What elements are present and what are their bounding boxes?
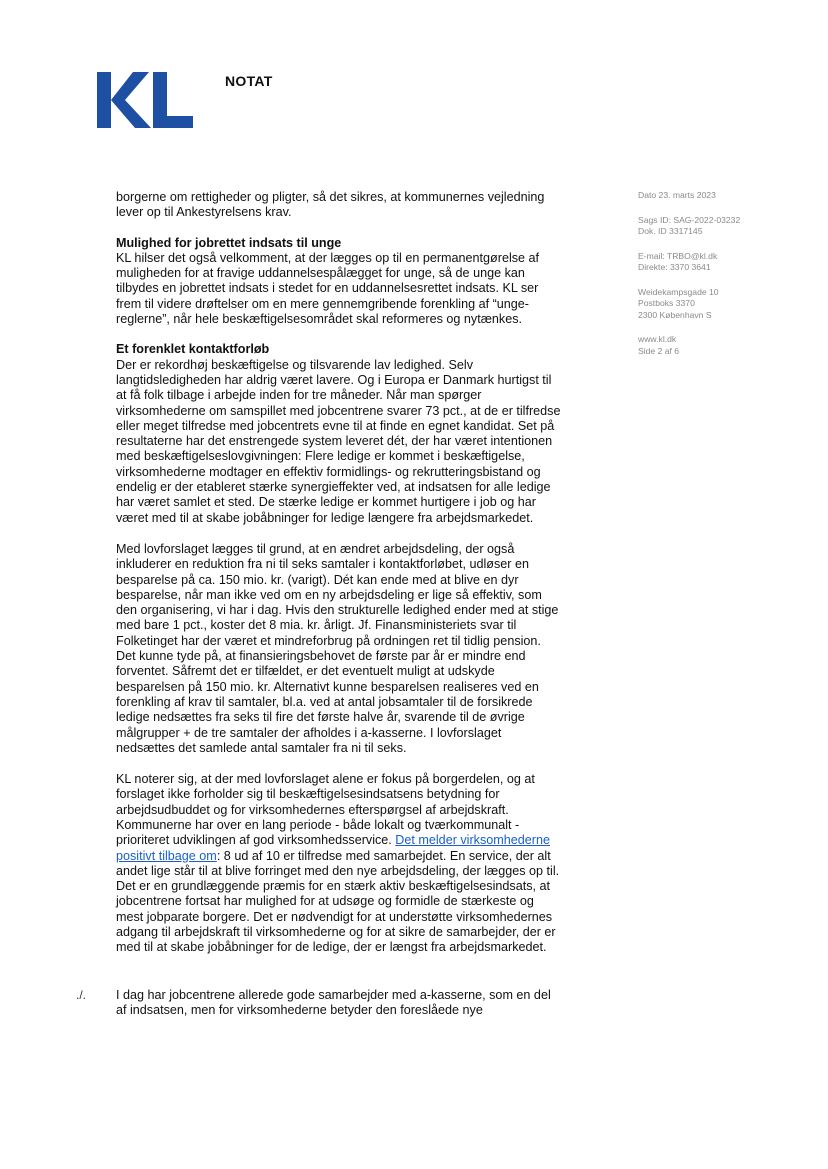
meta-address-line-1: Weidekampsgade 10: [638, 286, 719, 297]
meta-date-group: [638, 190, 818, 202]
document-body-continued: [116, 988, 562, 1019]
meta-dok-id: Dok. ID 3317145: [638, 226, 703, 236]
meta-direkte: Direkte: 3370 3641: [638, 262, 711, 272]
paragraph-beskaeftigelse: Der er rekordhøj beskæftigelse og tilsvarende lav ledighed. Selv langtidsledigheden har aldrig været lavere. Og i Europa er Danmark hurtigst til at få folk tilbage i arbejde inden for tre måneder. Når man spørger virksomhederne om samspillet med jobcentrene svarer 73 pct., at de er tilfredse eller meget tilfredse med jobcentrets evne til at finde en egnet kandidat. Set på resultaterne har det enstrengede system leveret dét, der har været intentionen med beskæftigelseslovgivningen: Flere ledige er kommet i beskæftigelse, virksomhederne modtager en effektiv formidlings- og rekrutteringsbistand og endelig er der etableret stærke synergieffekter ved, at indsatsen for alle ledige har været samlet et sted. De stærke ledige er kommet hurtigere i job og har været med til at skabe jobåbninger for ledige længere fra arbejdsmarkedet.: [116, 357, 561, 525]
meta-contact-group: [638, 251, 818, 274]
document-body: [116, 190, 562, 956]
meta-address-line-3: 2300 København S: [638, 309, 712, 320]
virksomheder-tilbagemelding-link[interactable]: Det melder virksomhederne positivt tilbage om: [116, 833, 550, 863]
meta-website: www.kl.dk: [638, 334, 677, 344]
paragraph-virksomhedsservice: [116, 772, 562, 956]
meta-ids-group: [638, 215, 818, 238]
meta-date: Dato 23. marts 2023: [638, 190, 716, 200]
paragraph-unge: KL hilser det også velkomment, at der lægges op til en permanentgørelse af muligheden for at fravige uddannelsespålægget for unge, så de unge kan tilbydes en jobrettet indsats i stedet for en uddannelsesrettet indsats. KL ser frem til videre drøftelser om en mere gennemgribende forenkling af “unge-reglerne”, når hele beskæftigelsesområdet skal reformeres og nytænkes.: [116, 250, 540, 327]
metadata-column: [638, 190, 818, 370]
meta-address-line-2: Postboks 3370: [638, 298, 695, 308]
paragraph-a-kasser: I dag har jobcentrene allerede gode samarbejder med a-kasserne, som en del af indsatsen, men for virksomhederne betyder den foreslåede nye: [116, 988, 551, 1018]
meta-page-number: Side 2 af 6: [638, 345, 680, 356]
continuation-mark: ./.: [76, 988, 87, 1002]
document-type-label: NOTAT: [225, 73, 273, 89]
section-heading-kontaktforloeb: Et forenklet kontaktforløb: [116, 342, 270, 357]
paragraph-text-after-link: : 8 ud af 10 er tilfredse med samarbejdet. En service, der alt andet lige står til at blive forringet med den nye arbejdsdeling, der lægges op til. Det er en grundlæggende præmis for en stærk aktiv beskæftigelsesindsats, at jobcentrene fortsat har mulighed for at udsøge og formidle de stærkeste og mest jobparate borgere. Det er nødvendigt for at understøtte virksomhedernes adgang til arbejdskraft til virksomhederne og for at sikre de samarbejder, der er med til at skabe jobåbninger for de ledige, der er længst fra arbejdsmarkedet.: [116, 848, 560, 955]
paragraph-besparelse: Med lovforslaget lægges til grund, at en ændret arbejdsdeling, der også inkluderer en reduktion fra ni til seks samtaler i kontaktforløbet, udløser en besparelse på ca. 150 mio. kr. (varigt). Dét kan ende med at blive en dyr besparelse, når man ikke ved om en ny arbejdsdeling er lige så effektiv, som den organisering, vi har i dag. Hvis den strukturelle ledighed ender med at stige med bare 1 pct., koster det 8 mia. kr. årligt. Jf. Finansministeriets svar til Folketinget har der været et mindreforbrug på ordningen ret til tidlig pension. Det kunne tyde på, at finansieringsbehovet de første par år er mindre end forventet. Såfremt det er tilfældet, er det eventuelt muligt at udskyde besparelsen på 150 mio. kr. Alternativt kunne besparelsen realiseres ved en forenkling af krav til samtaler, bl.a. ved at antal jobsamtaler til de forsikrede ledige nedsættes fra seks til fire det første halve år, svarende til de øvrige målgrupper + de tre samtaler der afholdes i a-kasserne. I lovforslaget nedsættes det samlede antal samtaler fra ni til seks.: [116, 541, 559, 755]
meta-address-group: [638, 287, 818, 322]
meta-web-group: [638, 334, 818, 357]
meta-email: E-mail: TRBO@kl.dk: [638, 250, 718, 261]
meta-sags-id: Sags ID: SAG-2022-03232: [638, 214, 741, 225]
paragraph-text-before-link: KL noterer sig, at der med lovforslaget alene er fokus på borgerdelen, og at forslaget ikke forholder sig til beskæftigelsesindsatsens betydning for arbejdsudbuddet og for virksomhedernes efterspørgsel af arbejdskraft. Kommunerne har over en lang periode - både lokalt og tværkommunalt - prioriteret udviklingen af god virksomhedsservice.: [116, 772, 535, 848]
section-heading-unge: Mulighed for jobrettet indsats til unge: [116, 235, 342, 250]
kl-logo: [97, 72, 193, 128]
intro-paragraph: borgerne om rettigheder og pligter, så det sikres, at kommunernes vejledning lever op til Ankestyrelsens krav.: [116, 190, 545, 220]
